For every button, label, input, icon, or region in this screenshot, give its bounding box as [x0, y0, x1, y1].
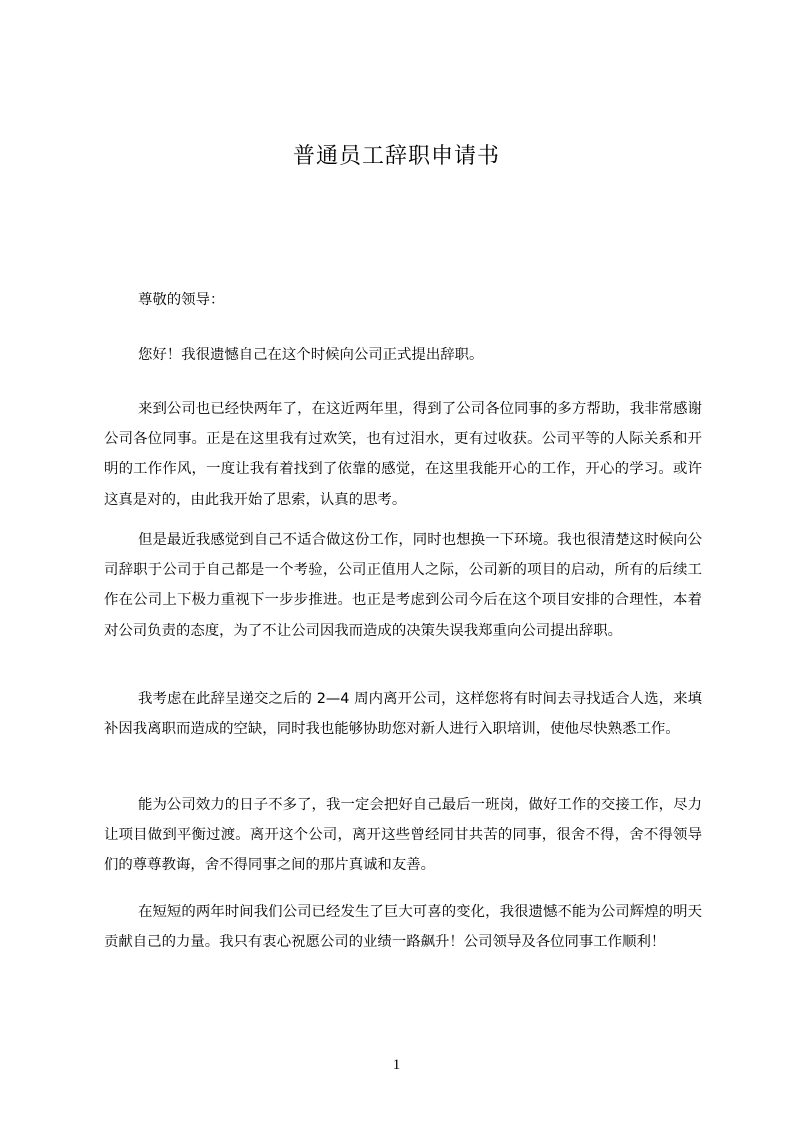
- salutation: 尊敬的领导：: [138, 292, 225, 308]
- page-number: 1: [392, 1057, 401, 1073]
- body-paragraph-5: 在短短的两年时间我们公司已经发生了巨大可喜的变化，我很遗憾不能为公司辉煌的明天贡献自己的力量。我只有衷心祝愿公司的业绩一路飙升！公司领导及各位同事工作顺利！: [104, 904, 702, 951]
- body-paragraph-3: 我考虑在此辞呈递交之后的 2—4 周内离开公司，这样您将有时间去寻找适合人选，来填补因我离职而造成的空缺，同时我也能够协助您对新人进行入职培训，使他尽快熟悉工作。: [104, 691, 702, 738]
- document-title: 普通员工辞职申请书: [292, 144, 500, 169]
- body-paragraph-4: 能为公司效力的日子不多了，我一定会把好自己最后一班岗，做好工作的交接工作，尽力让项目做到平衡过渡。离开这个公司，离开这些曾经同甘共苦的同事，很舍不得，舍不得领导们的尊尊教诲，舍不得同事之间的那片真诚和友善。: [104, 797, 702, 874]
- greeting: 您好！我很遗憾自己在这个时候向公司正式提出辞职。: [138, 347, 484, 363]
- body-paragraph-1: 来到公司也已经快两年了，在这近两年里，得到了公司各位同事的多方帮助，我非常感谢公司各位同事。正是在这里我有过欢笑，也有过泪水，更有过收获。公司平等的人际关系和开明的工作作风，一度让我有着找到了依靠的感觉，在这里我能开心的工作，开心的学习。或许这真是对的，由此我开始了思索，认真的思考。: [104, 401, 702, 508]
- body-paragraph-2: 但是最近我感觉到自己不适合做这份工作，同时也想换一下环境。我也很清楚这时候向公司辞职于公司于自己都是一个考验，公司正值用人之际，公司新的项目的启动，所有的后续工作在公司上下极力重视下一步步推进。也正是考虑到公司今后在这个项目安排的合理性，本着对公司负责的态度，为了不让公司因我而造成的决策失误我郑重向公司提出辞职。: [104, 532, 702, 639]
